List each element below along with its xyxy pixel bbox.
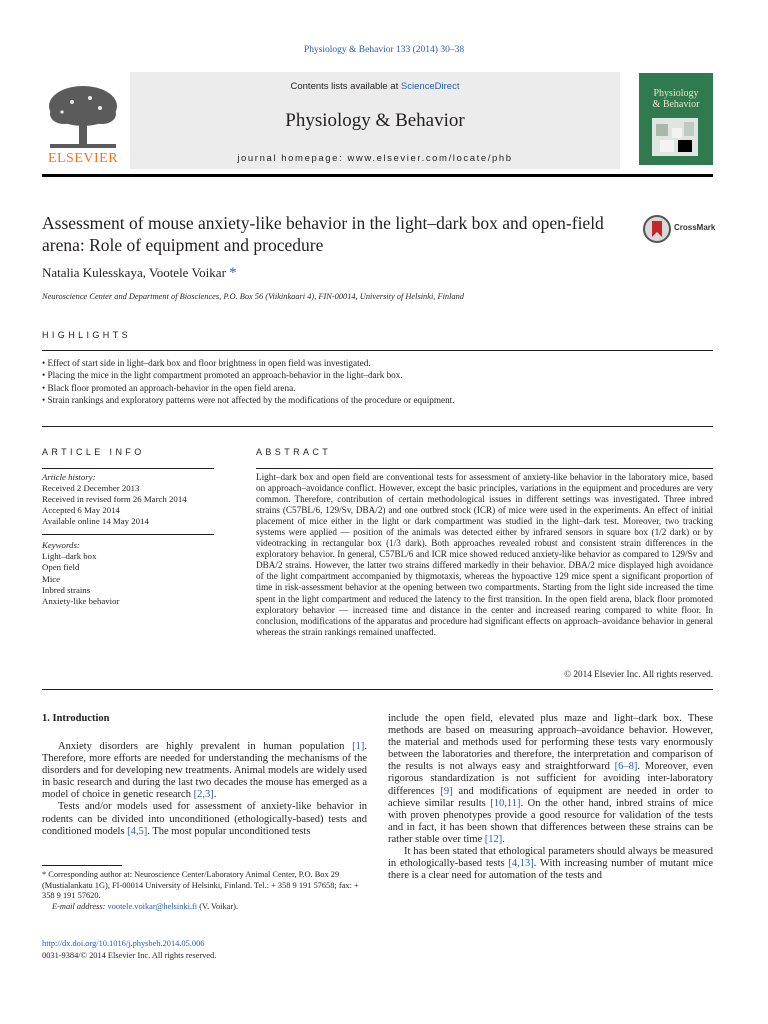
text-run: and modifications of equipment are needed in order to achieve similar results <box>388 785 713 809</box>
article-title: Assessment of mouse anxiety-like behavior in the light–dark box and open-field arena: Role of equipment and procedure <box>42 213 604 255</box>
issn-line: 0031-9384/© 2014 Elsevier Inc. All rights reserved. <box>42 951 217 960</box>
highlights-rule-bottom <box>42 426 713 427</box>
keywords <box>42 540 214 607</box>
keyword-item: Open field <box>42 562 80 573</box>
abstract-copyright: © 2014 Elsevier Inc. All rights reserved. <box>564 669 713 679</box>
citation-link[interactable]: [2,3] <box>193 789 214 801</box>
text-run: . On the other hand, inbred strains of mice with proven phenotypes provide a good resource for validation of the tests and in fact, it has been shown that differences between these strains can be rather stable over time <box>388 797 713 845</box>
abstract-rule <box>256 468 713 469</box>
text-run: . <box>213 789 217 801</box>
body-paragraph <box>42 801 367 837</box>
article-info-rule <box>42 468 214 469</box>
article-history <box>42 472 214 527</box>
crossmark-badge[interactable] <box>642 214 714 244</box>
introduction-heading: 1. Introduction <box>42 713 110 724</box>
elsevier-wordmark: ELSEVIER <box>47 151 119 166</box>
cover-figure-icon <box>652 118 698 156</box>
body-column-left <box>42 741 367 838</box>
keywords-label: Keywords: <box>42 540 80 550</box>
history-label: Article history: <box>42 472 96 482</box>
email-link[interactable]: vootele.voikar@helsinki.fi <box>107 901 198 911</box>
footnote-rule <box>42 865 122 866</box>
cover-title <box>639 88 713 110</box>
citation-link[interactable]: [4,5] <box>127 825 148 837</box>
history-revised: Received in revised form 26 March 2014 <box>42 494 187 504</box>
citation-link[interactable]: [4,13] <box>508 858 534 870</box>
keyword-item: Mice <box>42 573 61 584</box>
abstract-heading: ABSTRACT <box>256 447 332 457</box>
text-run: . With increasing number of mutant mice there is a clear need for automation of the tests and <box>388 858 714 882</box>
text-run: . The most popular unconditioned tests <box>147 825 311 837</box>
history-received: Received 2 December 2013 <box>42 483 140 493</box>
text-run: . Moreover, even rigorous standardization is not sufficient for avoiding inter-laboratory differences <box>388 761 713 797</box>
doi-link[interactable]: http://dx.doi.org/10.1016/j.physbeh.2014.05.006 <box>42 939 205 948</box>
body-column-right <box>388 713 713 882</box>
journal-reference-link[interactable]: Physiology & Behavior 133 (2014) 30–38 <box>303 45 465 55</box>
highlights-list <box>42 357 713 407</box>
keyword-item: Inbred strains <box>42 584 91 595</box>
text-run: . <box>502 833 505 845</box>
journal-title: Physiology & Behavior <box>285 110 465 131</box>
email-suffix: (V. Voikar). <box>197 901 239 911</box>
journal-homepage-line <box>130 153 620 164</box>
highlight-item: • Strain rankings and exploratory patterns were not affected by the modifications of the procedure or equipment. <box>42 395 455 406</box>
history-accepted: Accepted 6 May 2014 <box>42 505 120 515</box>
crossmark-label: CrossMark <box>674 223 716 232</box>
author-affiliation: Neuroscience Center and Department of Biosciences, P.O. Box 56 (Viikinkaari 4), FIN-00014, University of Helsinki, Finland <box>42 292 464 301</box>
cover-title-line1: Physiology <box>653 88 699 99</box>
text-run: include the open field, elevated plus maze and light–dark box. These methods are based on measuring approach–avoidance behavior. However, the material and methods used for performing these tests vary enormously between the laboratories and therefore, the interpretation and comparison of the results is not always easy and straightforward <box>388 713 713 773</box>
highlight-item: • Effect of start side in light–dark box and floor brightness in open field was investigated. <box>42 358 371 368</box>
corresponding-author-footnote <box>42 870 372 912</box>
history-online: Available online 14 May 2014 <box>42 516 149 526</box>
text-run: . Therefore, more efforts are needed for understanding the mechanisms of the disorders and for developing new treatments. Animal models are widely used in basic research and during the last two decades the mouse has emerged as a model of choice in genetic research <box>42 741 367 801</box>
highlights-rule-top <box>42 350 713 351</box>
homepage-prefix: journal homepage: <box>237 153 348 164</box>
contents-available-line <box>130 81 620 92</box>
corresponding-author-mark[interactable]: * <box>229 265 237 281</box>
highlight-item: • Black floor promoted an approach-behavior in the open field arena. <box>42 382 296 393</box>
sciencedirect-link[interactable]: ScienceDirect <box>400 81 460 92</box>
abstract-text: Light–dark box and open field are conventional tests for assessment of anxiety-like behavior in the laboratory mice, based on approach–avoidance conflict. However, except the basic principles, variations in the equipment and procedures are very common. Therefore, contribution of certain methodological issues in different settings was investigated. Three inbred strains (C57BL/6, 129/Sv, DBA/2) and one outbred stock (ICR) of mice were used in the experiments. An effect of initial placement of mice either in the light or dark compartment was studied in the light–dark test. Moreover, two tracking systems were applied — position of the animals was detected either by infrared sensors in square box (1/2 dark) or by videotracking in rectangular box (1/3 dark). Both approaches revealed robust and consistent strain differences in the exploratory behavior. In general, C57BL/6 and ICR mice showed reduced anxiety-like behavior as compared to 129/Sv and DBA/2 strains. However, the latter two strains differed markedly in their behavior. DBA/2 mice displayed high avoidance of the light compartment accompanied by thigmotaxis, whereas the hypoactive 129 mice spent a significant proportion of time in risk-assessment behavior at the opening between two compartments. Starting from the light side increased the time spent in the light compartment and reduced the latency to the first transition. In the open field arena, black floor promoted exploratory behavior — increased time and distance in the center and increased rearing compared to white floor. In conclusion, modifications of the apparatus and procedure had significant effects on approach–avoidance behavior in general whereas the strain rankings remained unaffected. <box>256 472 713 637</box>
footnote-mark: * <box>42 870 47 879</box>
crossmark-icon <box>642 214 672 244</box>
author-names: Natalia Kulesskaya, Vootele Voikar <box>42 265 226 280</box>
article-info-heading: ARTICLE INFO <box>42 447 145 457</box>
author-list <box>42 265 237 282</box>
abstract-rule-bottom <box>42 689 713 690</box>
citation-link[interactable]: [6–8] <box>614 761 638 773</box>
keyword-item: Light–dark box <box>42 551 97 562</box>
highlights-heading: HIGHLIGHTS <box>42 330 132 340</box>
keywords-rule <box>42 534 214 535</box>
cover-title-line2: Behavior <box>662 99 700 110</box>
text-run: It has been stated that ethological parameters should always be measured in ethologically-based tests <box>388 846 713 870</box>
citation-link[interactable]: [1] <box>352 741 365 752</box>
body-paragraph <box>42 741 367 801</box>
contents-prefix: Contents lists available at <box>290 81 401 92</box>
citation-link[interactable]: [9] <box>440 785 453 797</box>
text-run: Anxiety disorders are highly prevalent in human population <box>58 741 353 752</box>
body-paragraph <box>388 846 713 882</box>
email-label: E-mail address: <box>52 901 108 911</box>
cover-title-amp: & <box>652 99 661 110</box>
highlight-item: • Placing the mice in the light compartment promoted an approach-behavior in the light–dark box. <box>42 370 403 381</box>
text-run: Tests and/or models used for assessment of anxiety-like behavior in rodents can be divided into unconditioned (ethologically-based) tests and conditioned models <box>42 801 367 837</box>
keyword-item: Anxiety-like behavior <box>42 596 120 607</box>
footnote-text: Corresponding author at: Neuroscience Center/Laboratory Animal Center, P.O. Box 29 (Mustialankatu 1G), FI-00014 University of Helsinki, Finland. Tel.: + 358 9 191 57658; fax: + 358 9 191 57620. <box>42 870 359 901</box>
header-divider <box>42 174 713 177</box>
citation-link[interactable]: [10,11] <box>490 797 521 809</box>
body-paragraph <box>388 713 713 846</box>
homepage-url-link[interactable]: www.elsevier.com/locate/phb <box>347 153 513 164</box>
citation-link[interactable]: [12] <box>484 833 503 845</box>
